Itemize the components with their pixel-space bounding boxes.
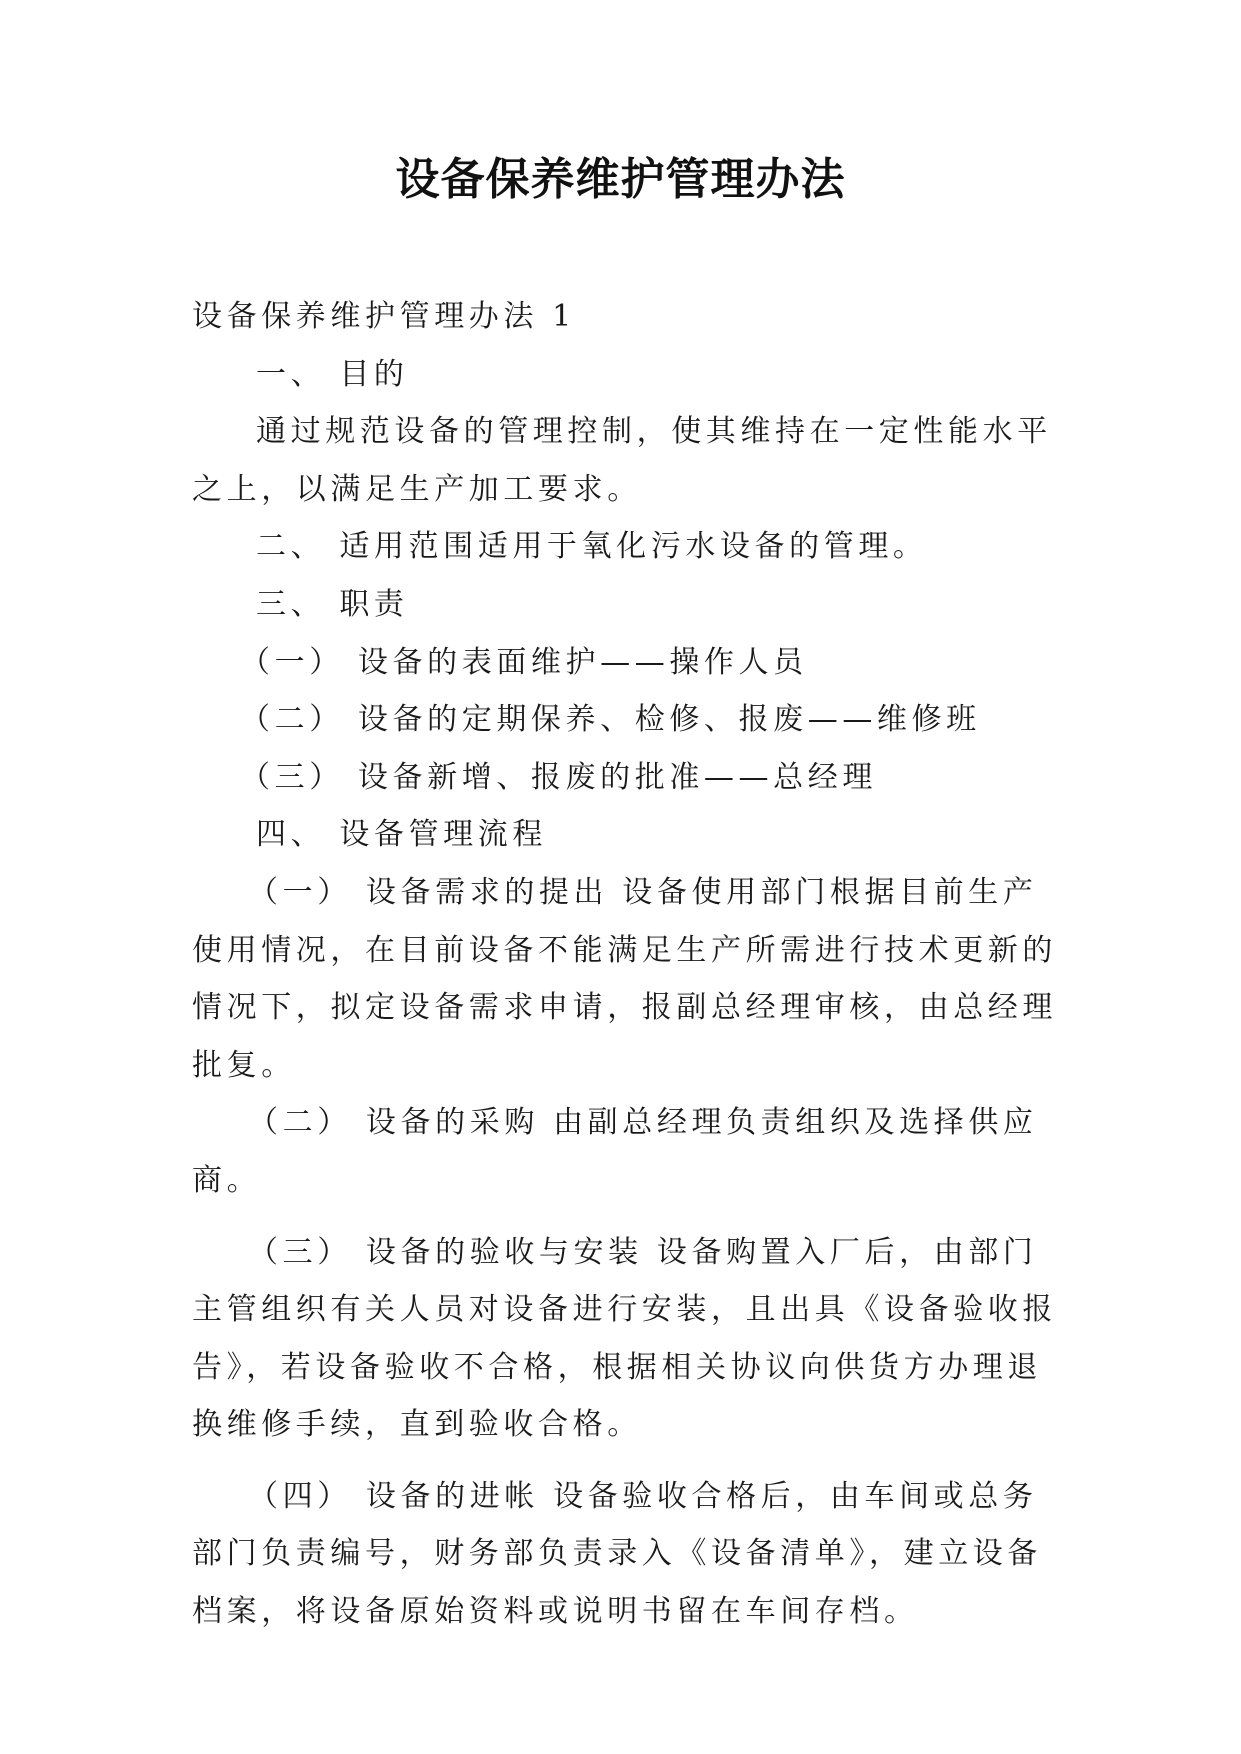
duty-item-3: （三） 设备新增、报废的批准——总经理: [240, 759, 877, 795]
process-item-1: （一） 设备需求的提出 设备使用部门根据目前生产使用情况，在目前设备不能满足生产所需进行技术更新的情况下，拟定设备需求申请，报副总经理审核，由总经理批复。: [192, 874, 1057, 1083]
section-heading-process: 四、 设备管理流程: [256, 817, 547, 853]
process-item-4: （四） 设备的进帐 设备验收合格后，由车间或总务部门负责编号，财务部负责录入《设备清单》，建立设备档案，将设备原始资料或说明书留在车间存档。: [192, 1478, 1042, 1630]
section-heading-purpose: 一、 目的: [256, 356, 409, 392]
document-body: [192, 288, 1058, 1641]
document-title: 设备保养维护管理办法: [395, 154, 846, 205]
paragraph-purpose: 通过规范设备的管理控制，使其维持在一定性能水平之上，以满足生产加工要求。: [192, 414, 1052, 507]
process-item-2: （二） 设备的采购 由副总经理负责组织及选择供应商。: [192, 1105, 1038, 1198]
document-subtitle: 设备保养维护管理办法 1: [192, 299, 576, 334]
duty-item-2: （二） 设备的定期保养、检修、报废——维修班: [240, 702, 981, 738]
duty-item-1: （一） 设备的表面维护——操作人员: [240, 644, 808, 680]
process-item-3: （三） 设备的验收与安装 设备购置入厂后，由部门主管组织有关人员对设备进行安装，且出具《设备验收报告》，若设备验收不合格，根据相关协议向供货方办理退换维修手续，直到验收合格。: [192, 1234, 1057, 1443]
section-heading-scope: 二、 适用范围适用于氧化污水设备的管理。: [256, 529, 928, 565]
section-heading-duties: 三、 职责: [256, 586, 409, 622]
